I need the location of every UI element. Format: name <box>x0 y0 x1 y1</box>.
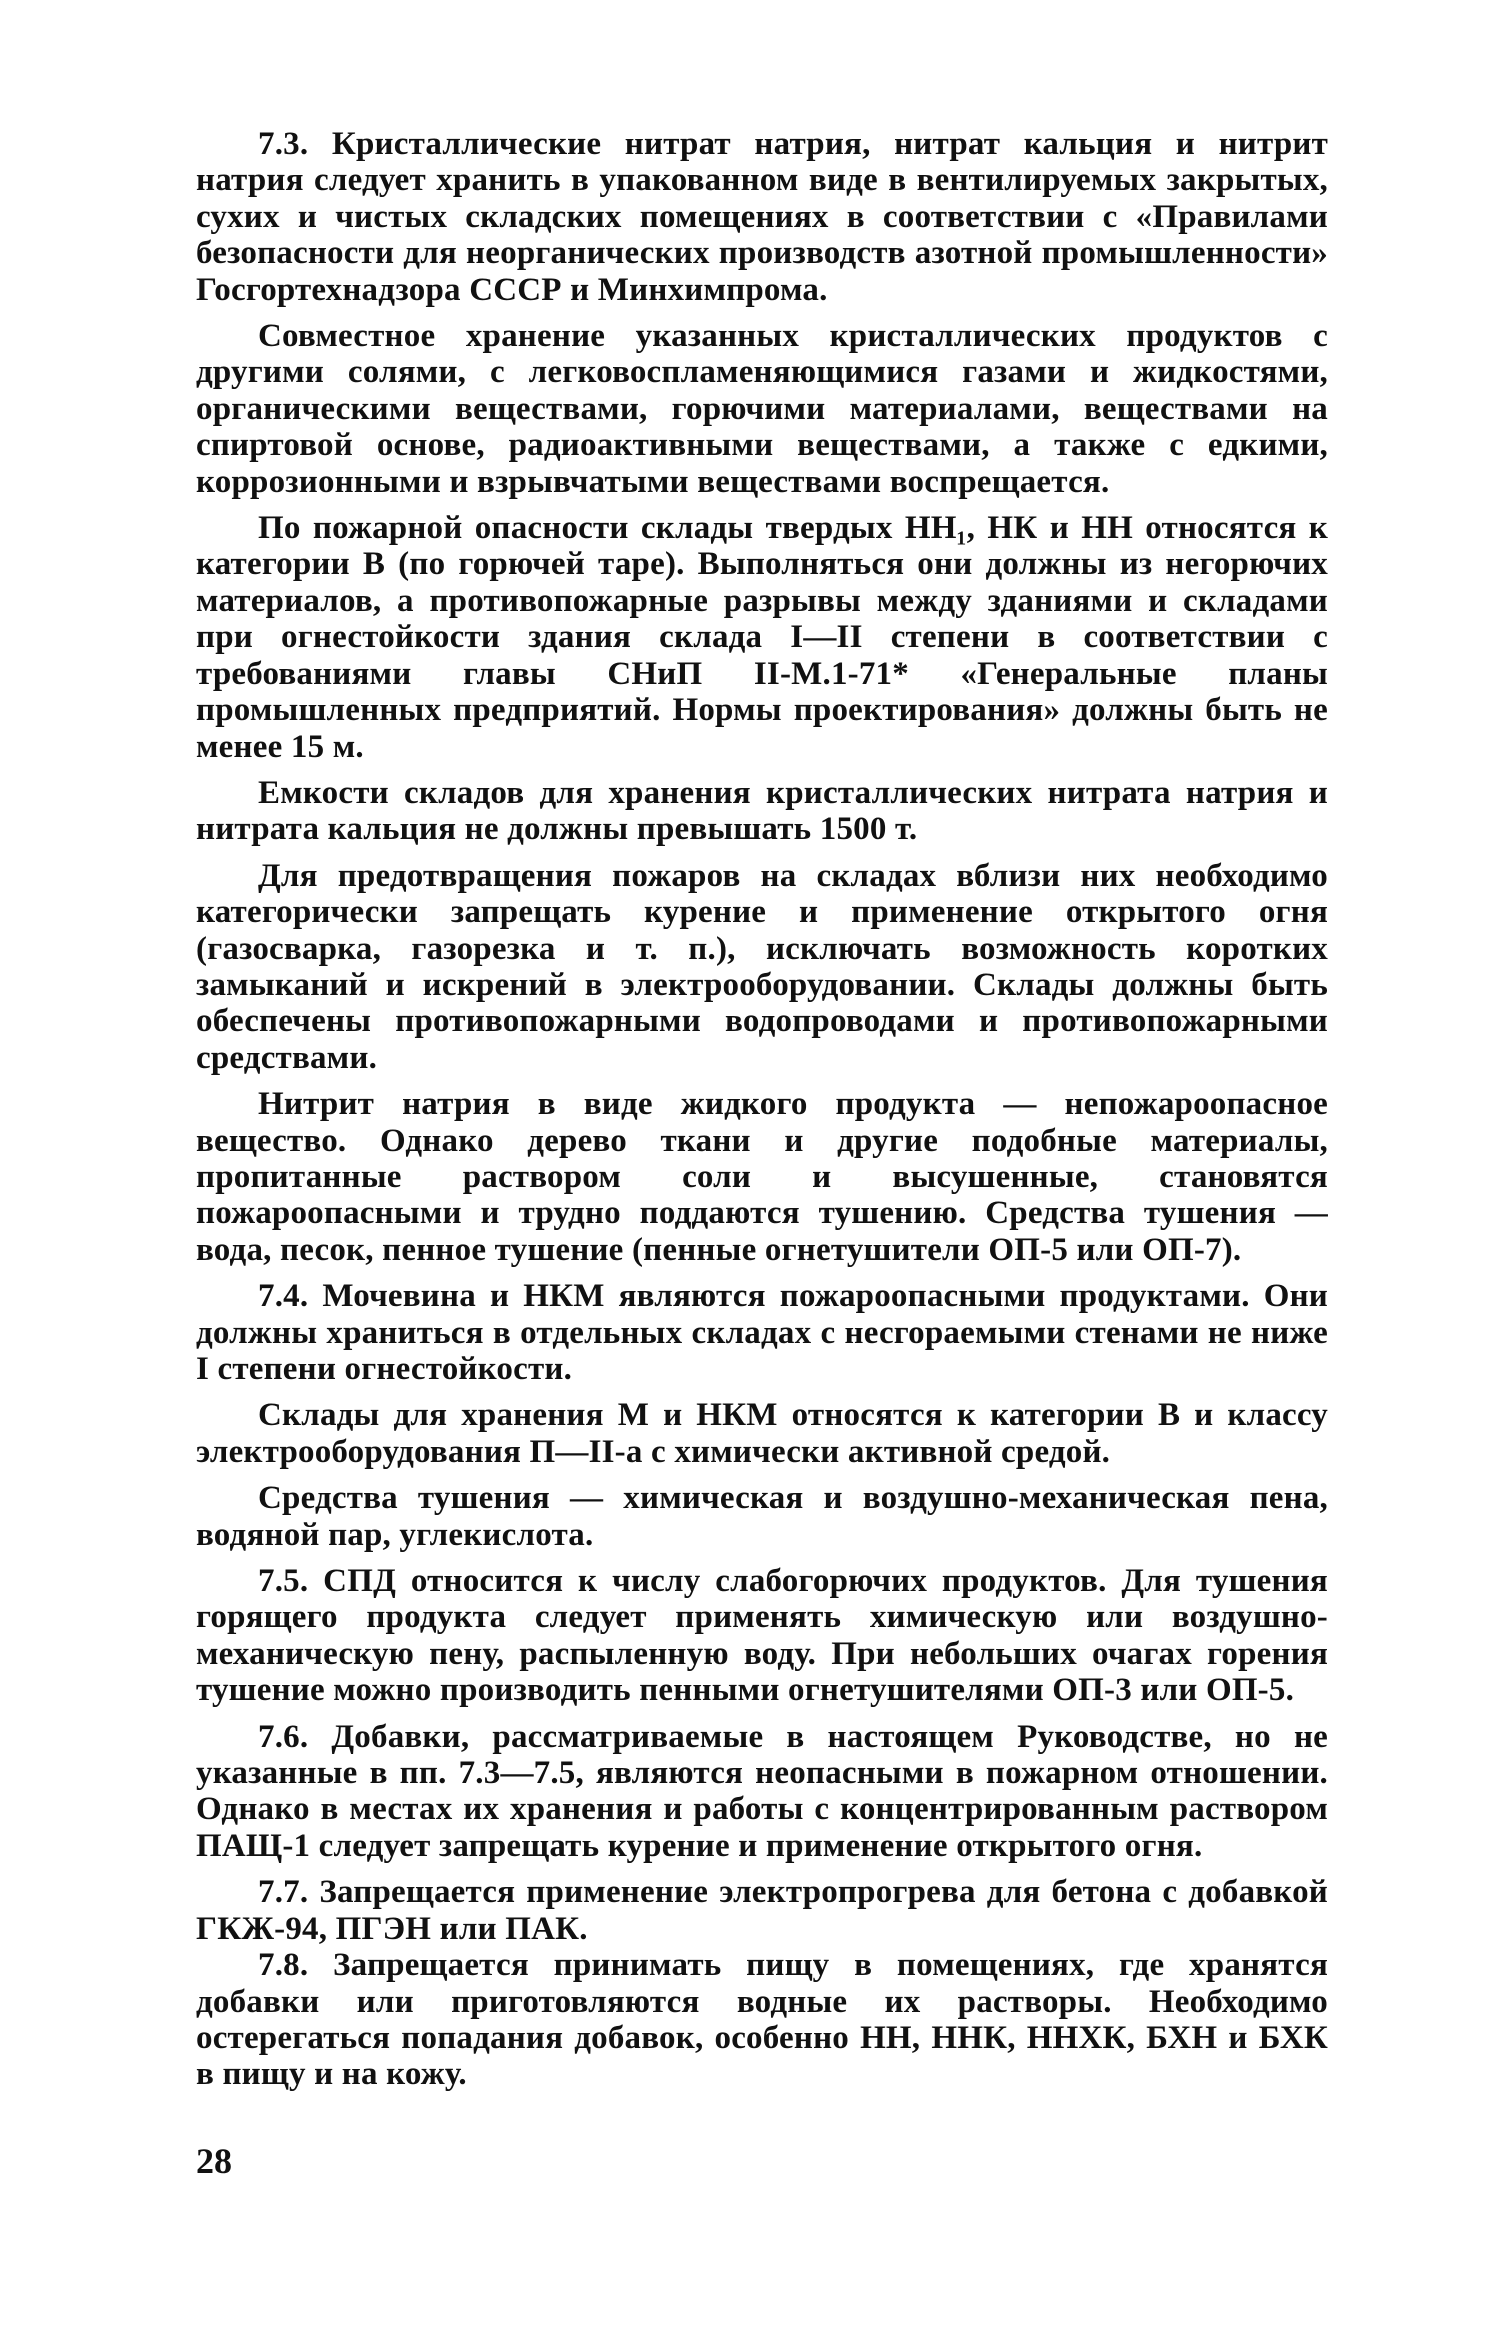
paragraph-7-7: 7.7. Запрещается применение электропрогрева для бетона с добавкой ГКЖ-94, ПГЭН или ПАК. <box>196 1874 1328 1947</box>
page-number: 28 <box>196 2141 232 2181</box>
paragraph-fire-prevention: Для предотвращения пожаров на складах вблизи них необходимо категорически запрещать курение и применение открытого огня (газосварка, газорезка и т. п.), исключать возможность коротких замыканий и искрений в электрооборудовании. Склады должны быть обеспечены противопожарными водопроводами и противопожарными средствами. <box>196 857 1328 1076</box>
paragraph-sodium-nitrite: Нитрит натрия в виде жидкого продукта — непожароопасное вещество. Однако дерево ткани и другие подобные материалы, пропитанные раствором соли и высушенные, становятся пожароопасными и трудно поддаются тушению. Средства тушения — вода, песок, пенное тушение (пенные огнетушители ОП-5 или ОП-7). <box>196 1086 1328 1268</box>
paragraph-capacity: Емкости складов для хранения кристаллических нитрата натрия и нитрата кальция не должны превышать 1500 т. <box>196 774 1328 848</box>
paragraph-7-6: 7.6. Добавки, рассматриваемые в настоящем Руководстве, но не указанные в пп. 7.3—7.5, являются неопасными в пожарном отношении. Однако в местах их хранения и работы с концентрированным раствором ПАЩ-1 следует запрещать курение и применение открытого огня. <box>196 1718 1328 1864</box>
paragraph-storage-class: Склады для хранения М и НКМ относятся к категории В и классу электрооборудования П—II-а с химически активной средой. <box>196 1397 1328 1470</box>
paragraph-extinguishing: Средства тушения — химическая и воздушно-механическая пена, водяной пар, углекислота. <box>196 1480 1328 1553</box>
body-text <box>196 126 1328 2093</box>
paragraph-7-4: 7.4. Мочевина и НКМ являются пожароопасными продуктами. Они должны храниться в отдельных складах с несгораемыми стенами не ниже I степени огнестойкости. <box>196 1278 1328 1387</box>
paragraph-fire-category: По пожарной опасности склады твердых НН₁, НК и НН относятся к категории В (по горючей таре). Выполняться они должны из негорючих материалов, а противопожарные разрывы между зданиями и складами при огнестойкости здания склада I—II степени в соответствии с требованиями главы СНиП II-М.1-71* «Генеральные планы промышленных предприятий. Нормы проектирования» должны быть не менее 15 м. <box>196 510 1328 765</box>
paragraph-joint-storage: Совместное хранение указанных кристаллических продуктов с другими солями, с легковоспламеняющимися газами и жидкостями, органическими веществами, горючими материалами, веществами на спиртовой основе, радиоактивными веществами, а также с едкими, коррозионными и взрывчатыми веществами воспрещается. <box>196 318 1328 500</box>
paragraph-7-3: 7.3. Кристаллические нитрат натрия, нитрат кальция и нитрит натрия следует хранить в упакованном виде в вентилируемых закрытых, сухих и чистых складских помещениях в соответствии с «Правилами безопасности для неорганических производств азотной промышленности» Госгортехнадзора СССР и Минхимпрома. <box>196 126 1328 308</box>
paragraph-7-5: 7.5. СПД относится к числу слабогорючих продуктов. Для тушения горящего продукта следует применять химическую или воздушно-механическую пену, распыленную воду. При небольших очагах горения тушение можно производить пенными огнетушителями ОП-3 или ОП-5. <box>196 1563 1328 1709</box>
paragraph-7-8: 7.8. Запрещается принимать пищу в помещениях, где хранятся добавки или приготовляются водные их растворы. Необходимо остерегаться попадания добавок, особенно НН, ННК, ННХК, БХН и БХК в пищу и на кожу. <box>196 1947 1328 2093</box>
